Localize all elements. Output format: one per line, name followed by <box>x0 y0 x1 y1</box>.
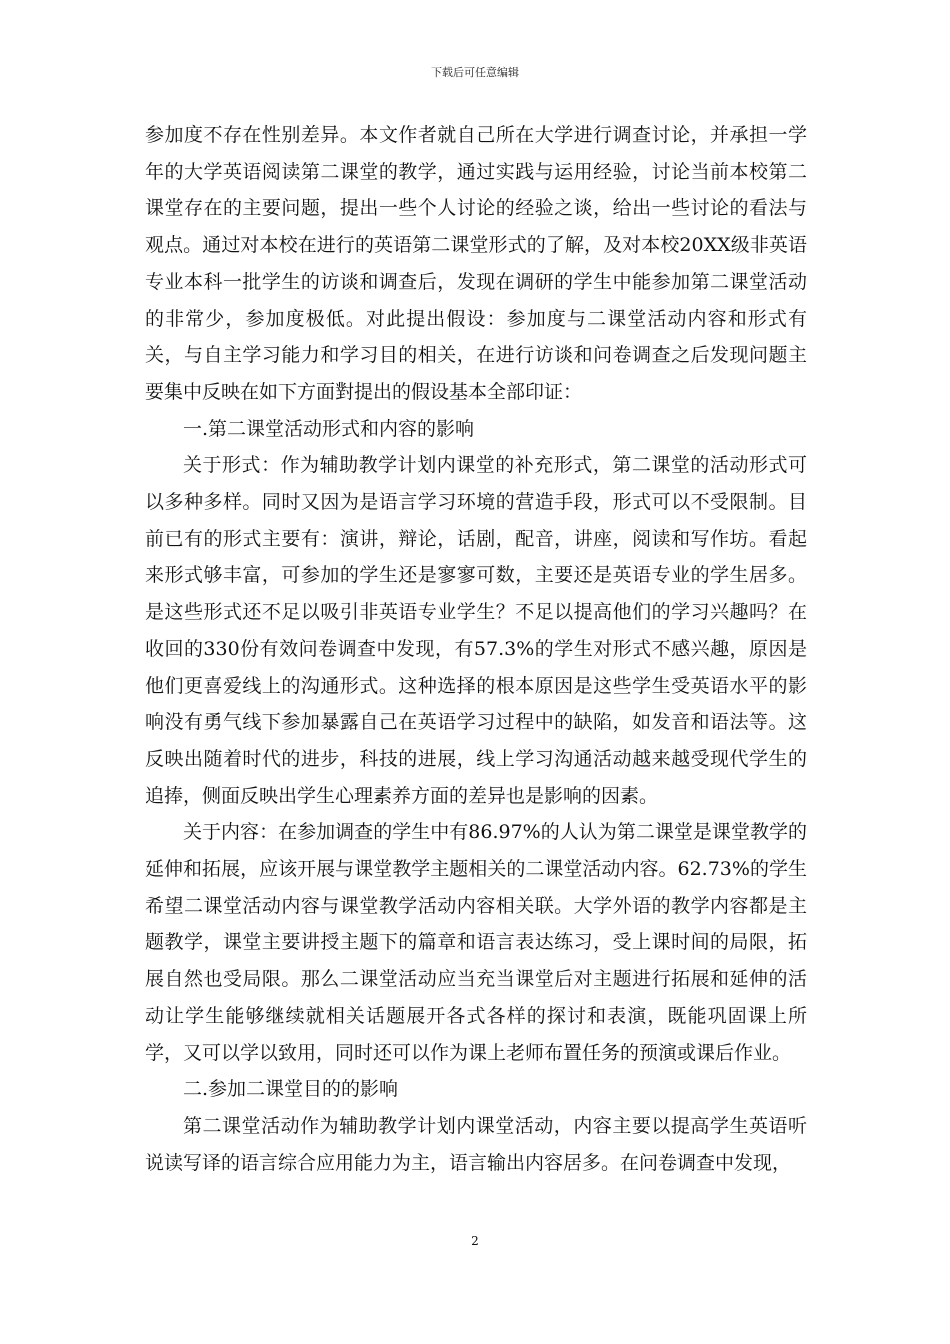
paragraph-content: 关于内容：在参加调查的学生中有86.97%的人认为第二课堂是课堂教学的延伸和拓展，应该开展与课堂教学主题相关的二课堂活动内容。62.73%的学生希望二课堂活动内容与课堂教学活动内容相关联。大学外语的教学内容都是主题教学，课堂主要讲授主题下的篇章和语言表达练习，受上课时间的局限，拓展自然也受局限。那么二课堂活动应当充当课堂后对主题进行拓展和延伸的活动让学生能够继续就相关话题展开各式各样的探讨和表演，既能巩固课上所学，又可以学以致用，同时还可以作为课上老师布置任务的预演或课后作业。 <box>145 821 807 1064</box>
page-header: 下载后可任意编辑 <box>431 66 519 79</box>
document-body <box>145 117 807 1181</box>
paragraph-intro: 参加度不存在性别差异。本文作者就自己所在大学进行调查讨论，并承担一学年的大学英语阅读第二课堂的教学，通过实践与运用经验，讨论当前本校第二课堂存在的主要问题，提出一些个人讨论的经验之谈，给出一些讨论的看法与观点。通过对本校在进行的英语第二课堂形式的了解，及对本校20XX级非英语专业本科一批学生的访谈和调查后，发现在调研的学生中能参加第二课堂活动的非常少，参加度极低。对此提出假设：参加度与二课堂活动内容和形式有关，与自主学习能力和学习目的相关，在进行访谈和问卷调查之后发现问题主要集中反映在如下方面對提出的假设基本全部印证： <box>145 124 807 403</box>
page-number: 2 <box>471 1234 479 1248</box>
section-heading-2: 二.参加二课堂目的的影响 <box>183 1078 399 1101</box>
paragraph-form: 关于形式：作为辅助教学计划内课堂的补充形式，第二课堂的活动形式可以多种多样。同时又因为是语言学习环境的营造手段，形式可以不受限制。目前已有的形式主要有：演讲，辩论，话剧，配音，讲座，阅读和写作坊。看起来形式够丰富，可参加的学生还是寥寥可数，主要还是英语专业的学生居多。是这些形式还不足以吸引非英语专业学生？不足以提高他们的学习兴趣吗？在收回的330份有效问卷调查中发现，有57.3%的学生对形式不感兴趣，原因是他们更喜爱线上的沟通形式。这种选择的根本原因是这些学生受英语水平的影响没有勇气线下参加暴露自己在英语学习过程中的缺陷，如发音和语法等。这反映出随着时代的进步，科技的进展，线上学习沟通活动越来越受现代学生的追捧，侧面反映出学生心理素养方面的差异也是影响的因素。 <box>145 454 807 807</box>
section-heading-1: 一.第二课堂活动形式和内容的影响 <box>183 417 475 440</box>
paragraph-purpose: 第二课堂活动作为辅助教学计划内课堂活动，内容主要以提高学生英语听说读写译的语言综合应用能力为主，语言输出内容居多。在问卷调查中发现， <box>145 1114 807 1174</box>
